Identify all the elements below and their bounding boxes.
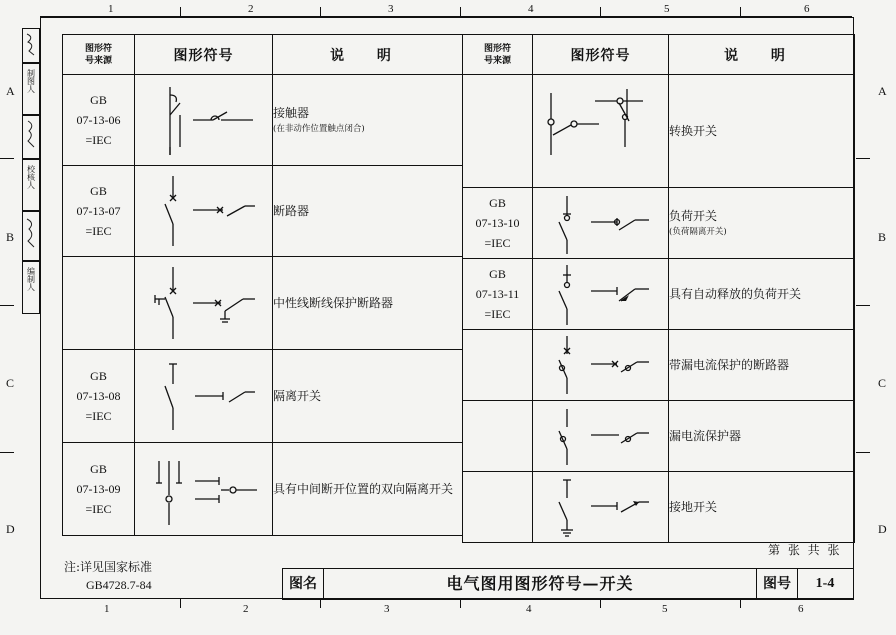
source-cell — [463, 330, 533, 401]
changeover-switch-symbol — [533, 75, 669, 188]
description-cell: 具有中间断开位置的双向隔离开关 — [273, 443, 463, 536]
ruler-top-1: 1 — [108, 3, 114, 15]
table-row — [463, 259, 855, 330]
table-row — [63, 443, 463, 536]
left-symbol-table — [62, 34, 463, 536]
drawing-number-label: 图号 — [756, 569, 798, 599]
source-cell — [463, 75, 533, 188]
header-symbol: 图形符号 — [135, 35, 273, 75]
header-description: 说 明 — [669, 35, 855, 75]
earthing-switch-symbol — [533, 472, 669, 543]
ruler-bottom-6: 6 — [798, 603, 804, 615]
footer-note — [64, 558, 274, 594]
ruler-top-5: 5 — [664, 3, 670, 15]
table-row — [463, 75, 855, 188]
title-block — [282, 568, 854, 600]
table-row — [63, 257, 463, 350]
signature-box-1 — [22, 28, 40, 64]
circuit-breaker-symbol — [135, 166, 273, 257]
signature-scribble — [24, 29, 38, 59]
ruler-bottom-2: 2 — [243, 603, 249, 615]
source-cell: GB 07-13-06 =IEC — [63, 75, 135, 166]
row-label-a-left: A — [6, 84, 15, 98]
source-cell: GB 07-13-08 =IEC — [63, 350, 135, 443]
ruler-bottom-1: 1 — [104, 603, 110, 615]
source-cell: GB 07-13-11 =IEC — [463, 259, 533, 330]
signature-box-3 — [22, 210, 40, 262]
table-row — [63, 75, 463, 166]
source-cell: GB 07-13-09 =IEC — [63, 443, 135, 536]
description-cell: 中性线断线保护断路器 — [273, 257, 463, 350]
row-label-d-right: D — [878, 522, 887, 536]
description-cell: 负荷开关 (负荷隔离开关) — [669, 188, 855, 259]
description-cell: 接地开关 — [669, 472, 855, 543]
row-label-b-left: B — [6, 230, 15, 244]
description-cell: 隔离开关 — [273, 350, 463, 443]
source-cell: GB 07-13-10 =IEC — [463, 188, 533, 259]
table-row — [63, 350, 463, 443]
drawing-number: 1-4 — [815, 576, 835, 591]
description-cell: 带漏电流保护的断路器 — [669, 330, 855, 401]
residual-current-breaker-symbol — [533, 330, 669, 401]
signature-scribble — [24, 211, 38, 257]
table-row — [463, 330, 855, 401]
right-symbol-table — [462, 34, 855, 543]
source-cell — [463, 401, 533, 472]
ruler-top-2: 2 — [248, 3, 254, 15]
source-cell — [63, 257, 135, 350]
drawing-name-label: 图名 — [283, 569, 324, 599]
row-label-b-right: B — [878, 230, 887, 244]
description-cell: 断路器 — [273, 166, 463, 257]
sheet-count: 第 张 共 张 — [768, 543, 842, 557]
ruler-bottom-5: 5 — [662, 603, 668, 615]
sidebar-role-drafter: 制图人 — [22, 62, 40, 116]
signature-scribble — [24, 115, 38, 155]
contactor-symbol — [135, 75, 273, 166]
ruler-top-3: 3 — [388, 3, 394, 15]
description-cell: 转换开关 — [669, 75, 855, 188]
signature-box-2 — [22, 114, 40, 160]
row-label-d-left: D — [6, 522, 15, 536]
source-cell — [463, 472, 533, 543]
ruler-bottom-3: 3 — [384, 603, 390, 615]
table-row — [63, 166, 463, 257]
source-cell: GB 07-13-07 =IEC — [63, 166, 135, 257]
sidebar-role-checker: 校核人 — [22, 158, 40, 212]
description-cell: 具有自动释放的负荷开关 — [669, 259, 855, 330]
row-label-c-right: C — [878, 376, 887, 390]
row-label-a-right: A — [878, 84, 887, 98]
row-label-c-left: C — [6, 376, 15, 390]
note-standard: GB4728.7-84 — [86, 578, 152, 592]
table-row — [463, 472, 855, 543]
description-cell: 接触器 (在非动作位置触点闭合) — [273, 75, 463, 166]
table-row — [463, 401, 855, 472]
table-row — [463, 188, 855, 259]
neutral-break-protection-breaker-symbol — [135, 257, 273, 350]
disconnector-symbol — [135, 350, 273, 443]
ruler-top-6: 6 — [804, 3, 810, 15]
header-source: 图形符 号来源 — [463, 35, 533, 75]
header-symbol: 图形符号 — [533, 35, 669, 75]
drawing-title: 电气图用图形符号—开关 — [446, 574, 634, 593]
two-way-disconnector-symbol — [135, 443, 273, 536]
header-source: 图形符 号来源 — [63, 35, 135, 75]
description-cell: 漏电流保护器 — [669, 401, 855, 472]
ruler-bottom-4: 4 — [526, 603, 532, 615]
auto-release-load-switch-symbol — [533, 259, 669, 330]
ruler-top-4: 4 — [528, 3, 534, 15]
load-switch-symbol — [533, 188, 669, 259]
note-label: 注:详见国家标准 — [64, 560, 153, 574]
residual-current-protector-symbol — [533, 401, 669, 472]
header-description: 说 明 — [273, 35, 463, 75]
sidebar-role-compiler: 编制人 — [22, 260, 40, 314]
